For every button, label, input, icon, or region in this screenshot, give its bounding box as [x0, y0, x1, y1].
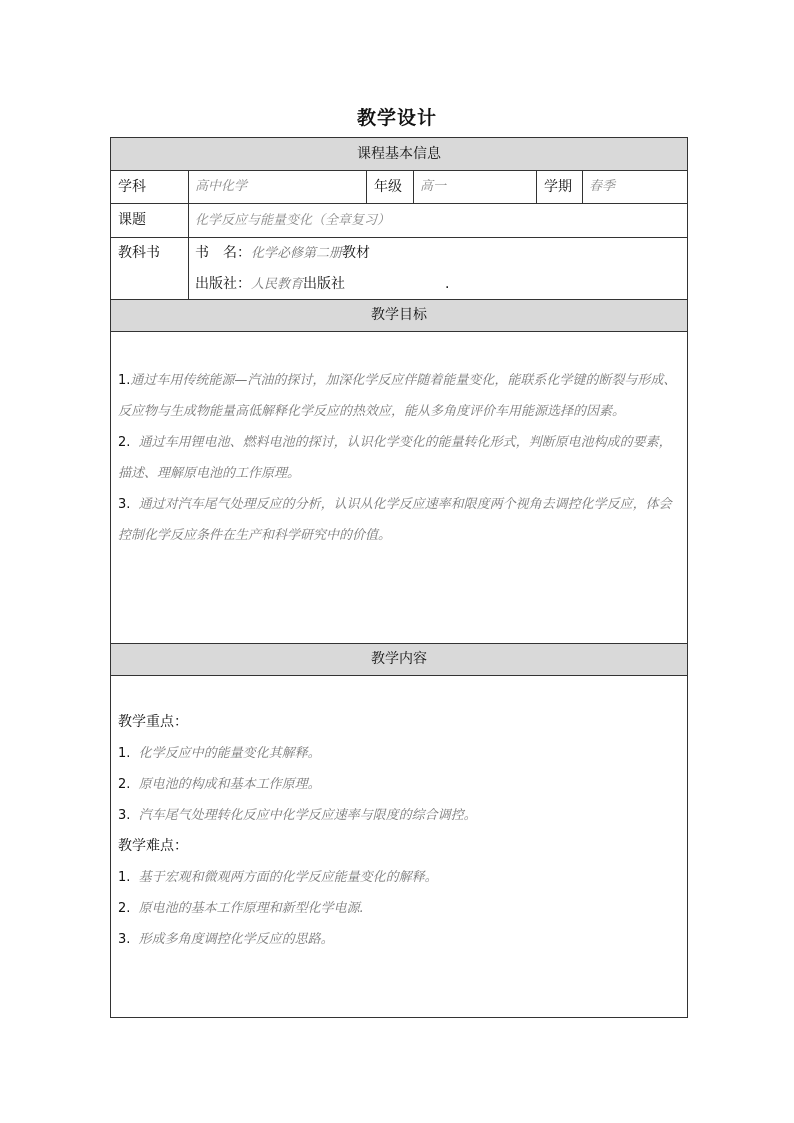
key-point-number: 1. — [118, 746, 131, 761]
key-point-item — [118, 800, 681, 831]
publisher-line — [195, 269, 687, 300]
difficult-point-number: 2. — [118, 901, 131, 916]
key-point-item — [118, 769, 681, 800]
publisher-label: 出版社： — [195, 276, 251, 292]
key-points-heading: 教学重点： — [118, 714, 188, 730]
topic-value: 化学反应与能量变化（全章复习） — [188, 204, 687, 237]
difficult-point-number: 1. — [118, 870, 131, 885]
difficult-point-item — [118, 924, 681, 955]
content-title: 教学内容 — [371, 651, 427, 667]
page-title: 教学设计 — [356, 107, 437, 129]
content-list — [118, 707, 681, 955]
content-body — [111, 675, 687, 1017]
publisher-value: 人民教育 — [251, 277, 304, 292]
goal-number: 2. — [118, 435, 131, 450]
goal-item — [118, 489, 681, 551]
textbook-label: 教科书 — [118, 245, 160, 261]
key-point-text: 汽车尾气处理转化反应中化学反应速率与限度的综合调控。 — [138, 808, 477, 823]
key-point-item — [118, 738, 681, 769]
difficult-point-text: 形成多角度调控化学反应的思路。 — [138, 932, 334, 947]
goals-title: 教学目标 — [371, 307, 427, 323]
goals-header — [111, 299, 687, 331]
goal-item — [118, 427, 681, 489]
term-value: 春季 — [582, 171, 688, 203]
lesson-design-table — [110, 137, 688, 1018]
goal-text: 通过对汽车尾气处理反应的分析，认识从化学反应速率和限度两个视角去调控化学反应，体会控制化学反应条件在生产和科学研究中的价值。 — [118, 497, 672, 543]
topic-label: 课题 — [118, 212, 146, 228]
book-name-value: 化学必修第二册 — [251, 246, 343, 261]
term-label: 学期 — [536, 171, 582, 203]
content-header — [111, 643, 687, 675]
goal-item — [118, 365, 681, 427]
difficult-point-number: 3. — [118, 932, 131, 947]
publisher-dot: . — [445, 276, 450, 292]
book-name-line — [195, 238, 687, 269]
key-point-number: 2. — [118, 777, 131, 792]
subject-row — [111, 170, 687, 203]
goals-list — [118, 365, 681, 551]
goal-text: 通过车用传统能源—汽油的探讨，加深化学反应伴随着能量变化，能联系化学键的断裂与形成、反应物与生成物能量高低解释化学反应的热效应，能从多角度评价车用能源选择的因素。 — [118, 373, 677, 419]
basic-info-header — [111, 138, 687, 170]
goal-number: 3. — [118, 497, 131, 512]
goal-number: 1. — [118, 373, 131, 388]
difficult-point-text: 原电池的基本工作原理和新型化学电源. — [138, 901, 364, 916]
key-point-text: 化学反应中的能量变化其解释。 — [138, 746, 321, 761]
difficult-point-item — [118, 893, 681, 924]
textbook-row — [111, 237, 687, 299]
grade-value: 高一 — [413, 171, 536, 203]
goals-body — [111, 331, 687, 643]
basic-info-title: 课程基本信息 — [357, 146, 441, 162]
goal-text: 通过车用锂电池、燃料电池的探讨，认识化学变化的能量转化形式，判断原电池构成的要素，描述、理解原电池的工作原理。 — [118, 435, 672, 481]
subject-label: 学科 — [118, 179, 146, 195]
book-name-label: 书 名： — [195, 245, 251, 261]
textbook-details — [188, 238, 687, 299]
key-point-number: 3. — [118, 808, 131, 823]
book-name-suffix: 教材 — [342, 245, 371, 261]
publisher-suffix: 出版社 — [303, 276, 346, 292]
difficult-points-heading: 教学难点： — [118, 838, 188, 854]
key-point-text: 原电池的构成和基本工作原理。 — [138, 777, 321, 792]
topic-row — [111, 203, 687, 237]
difficult-point-item — [118, 862, 681, 893]
subject-value: 高中化学 — [188, 171, 366, 203]
difficult-point-text: 基于宏观和微观两方面的化学反应能量变化的解释。 — [138, 870, 438, 885]
grade-label: 年级 — [366, 171, 413, 203]
